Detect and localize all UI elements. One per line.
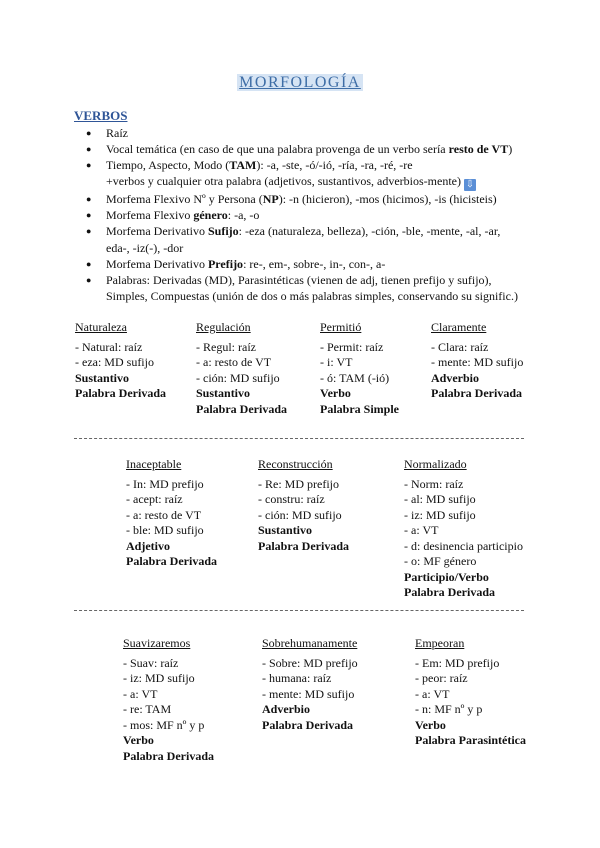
morpheme-line: - ción: MD sufijo xyxy=(258,507,342,522)
word-analysis-suavizaremos xyxy=(123,636,214,764)
morpheme-line: - In: MD prefijo xyxy=(126,476,204,491)
word-analysis-inaceptable xyxy=(126,457,217,570)
classification-label: Palabra Derivada xyxy=(404,585,495,599)
morpheme-line: - ble: MD sufijo xyxy=(126,523,204,537)
morpheme-line: - o: MF género xyxy=(404,554,477,568)
classification-label: Sustantivo xyxy=(196,386,251,400)
list-item: ● Morfema Flexivo Nº y Persona (NP): -n (hicieron), -mos (hicimos), -is (hicisteis) xyxy=(84,191,544,207)
classification-label: Palabra Derivada xyxy=(75,386,166,400)
verbos-heading: VERBOS xyxy=(74,108,128,123)
classification-label: Sustantivo xyxy=(258,523,313,537)
list-item: ● Raíz xyxy=(84,125,544,141)
word-heading: Reconstrucción xyxy=(258,457,333,471)
morpheme-line: - a: resto de VT xyxy=(196,355,272,369)
classification-label: Participio/Verbo xyxy=(404,569,489,584)
word-heading: Suavizaremos xyxy=(123,636,191,650)
classification-label: Verbo xyxy=(123,733,154,747)
morpheme-line: - i: VT xyxy=(320,355,353,369)
morpheme-line: - mente: MD sufijo xyxy=(431,355,524,369)
list-item: ● Vocal temática (en caso de que una palabra provenga de un verbo sería resto de VT) xyxy=(84,141,544,157)
classification-label: Palabra Derivada xyxy=(123,748,214,763)
morpheme-line: - Sobre: MD prefijo xyxy=(262,655,358,670)
morpheme-line: - mente: MD sufijo xyxy=(262,686,355,701)
divider xyxy=(74,438,524,439)
morpheme-line: - constru: raíz xyxy=(258,492,325,506)
list-item: ● Morfema Derivativo Sufijo: -eza (naturaleza, belleza), -ción, -ble, -mente, -al, -ar, eda-, -iz(-), -dor xyxy=(84,223,544,255)
morpheme-line: - humana: raíz xyxy=(262,671,332,685)
morpheme-line: - Natural: raíz xyxy=(75,339,143,354)
divider xyxy=(74,610,524,611)
word-analysis-reconstruccion xyxy=(258,457,349,554)
morpheme-line: - a: VT xyxy=(404,523,439,537)
classification-label: Palabra Derivada xyxy=(258,538,349,553)
word-analysis-normalizado xyxy=(404,457,523,601)
classification-label: Palabra Derivada xyxy=(431,386,522,400)
morpheme-line: - acept: raíz xyxy=(126,492,183,506)
word-analysis-empeoran xyxy=(415,636,526,749)
morpheme-line: - Em: MD prefijo xyxy=(415,655,500,670)
list-item: ● Palabras: Derivadas (MD), Parasintéticas (vienen de adj, tienen prefijo y sufijo), Simples, Compuestas (unión de dos o más palabras simples, conservando su signific.) xyxy=(84,272,544,304)
morpheme-line: - a: resto de VT xyxy=(126,507,202,522)
page-title: MORFOLOGÍA xyxy=(239,74,361,91)
classification-label: Sustantivo xyxy=(75,370,130,385)
classification-label: Palabra Derivada xyxy=(262,717,353,732)
morpheme-line: - ó: TAM (-ió) xyxy=(320,370,390,385)
word-heading: Sobrehumanamente xyxy=(262,636,358,650)
morpheme-line: - d: desinencia participio xyxy=(404,538,523,553)
morpheme-line: - n: MF nº y p xyxy=(415,702,483,716)
word-heading: Claramente xyxy=(431,320,487,334)
classification-label: Adverbio xyxy=(431,370,479,385)
word-heading: Permitió xyxy=(320,320,362,334)
morpheme-line: - iz: MD sufijo xyxy=(404,507,476,522)
morpheme-line: - iz: MD sufijo xyxy=(123,671,195,685)
morpheme-line: - Regul: raíz xyxy=(196,339,256,354)
word-heading: Inaceptable xyxy=(126,457,182,471)
classification-label: Adjetivo xyxy=(126,538,170,553)
down-arrow-icon: ⇩ xyxy=(465,179,475,191)
morpheme-line: - ción: MD sufijo xyxy=(196,370,280,385)
morpheme-line: - Norm: raíz xyxy=(404,476,464,491)
word-heading: Naturaleza xyxy=(75,320,127,334)
morpheme-line: - Suav: raíz xyxy=(123,655,179,670)
classification-label: Palabra Derivada xyxy=(126,554,217,568)
classification-label: Verbo xyxy=(415,717,446,732)
morpheme-line: - mos: MF nº y p xyxy=(123,717,205,732)
word-analysis-naturaleza xyxy=(75,320,166,402)
classification-label: Palabra Simple xyxy=(320,401,400,416)
classification-label: Palabra Parasintética xyxy=(415,733,526,747)
word-heading: Regulación xyxy=(196,320,251,334)
morpheme-line: - re: TAM xyxy=(123,702,172,716)
morpheme-line: - a: VT xyxy=(123,686,158,701)
word-analysis-claramente xyxy=(431,320,523,402)
word-heading: Normalizado xyxy=(404,457,467,471)
morpheme-line: - eza: MD sufijo xyxy=(75,355,154,369)
word-analysis-regulacion xyxy=(196,320,287,417)
morpheme-line: - Permit: raíz xyxy=(320,339,384,354)
verb-morpheme-list xyxy=(84,125,544,304)
list-item: ● Morfema Flexivo género: -a, -o xyxy=(84,207,544,223)
morpheme-line: - al: MD sufijo xyxy=(404,492,476,506)
classification-label: Palabra Derivada xyxy=(196,401,287,416)
morpheme-line: - Re: MD prefijo xyxy=(258,476,339,491)
morpheme-line: - a: VT xyxy=(415,686,450,701)
list-item: ● Morfema Derivativo Prefijo: re-, em-, sobre-, in-, con-, a- xyxy=(84,256,544,272)
classification-label: Verbo xyxy=(320,386,351,400)
classification-label: Adverbio xyxy=(262,702,310,716)
word-analysis-sobrehumanamente xyxy=(262,636,358,733)
word-analysis-permitio xyxy=(320,320,399,417)
morpheme-line: - peor: raíz xyxy=(415,671,468,685)
morpheme-line: - Clara: raíz xyxy=(431,339,489,354)
word-heading: Empeoran xyxy=(415,636,465,650)
list-item: ● Tiempo, Aspecto, Modo (TAM): -a, -ste, -ó/-ió, -ría, -ra, -ré, -re +verbos y cualquier otra palabra (adjetivos, sustantivos, adverbios-mente) ⇩ xyxy=(84,157,544,191)
